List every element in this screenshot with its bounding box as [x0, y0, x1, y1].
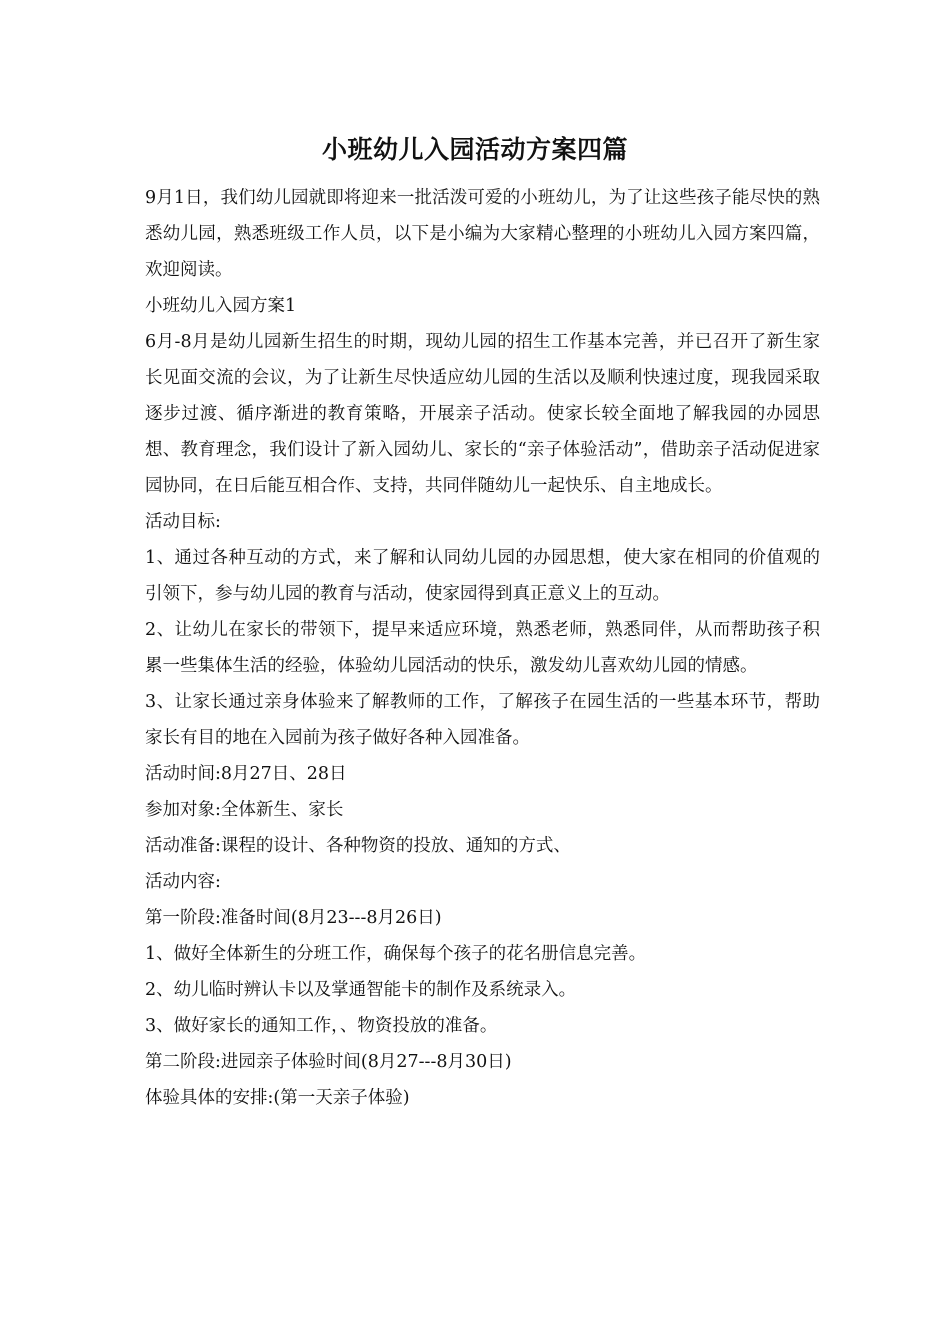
document-title: 小班幼儿入园活动方案四篇: [321, 135, 628, 164]
paragraph-goal-2: 2、让幼儿在家长的带领下，提早来适应环境，熟悉老师，熟悉同伴，从而帮助孩子积累一些集体生活的经验，体验幼儿园活动的快乐，激发幼儿喜欢幼儿园的情感。: [145, 620, 820, 676]
paragraph-activity-time: 活动时间:8月27日、28日: [145, 764, 347, 784]
paragraph-background: 6月-8月是幼儿园新生招生的时期，现幼儿园的招生工作基本完善，并已召开了新生家长见面交流的会议，为了让新生尽快适应幼儿园的生活以及顺利快速过度，现我园采取逐步过渡、循序渐进的教育策略，开展亲子活动。使家长较全面地了解我园的办园思想、教育理念，我们设计了新入园幼儿、家长的“亲子体验活动”，借助亲子活动促进家园协同，在日后能互相合作、支持，共同伴随幼儿一起快乐、自主地成长。: [145, 332, 820, 496]
paragraph-goals-heading: 活动目标:: [145, 512, 221, 532]
paragraph-goal-1: 1、通过各种互动的方式，来了解和认同幼儿园的办园思想，使大家在相同的价值观的引领下，参与幼儿园的教育与活动，使家园得到真正意义上的互动。: [145, 548, 820, 604]
paragraph-stage-1-item-3: 3、做好家长的通知工作，、物资投放的准备。: [145, 1016, 498, 1036]
document-body: [145, 180, 820, 1116]
paragraph-stage-1-item-1: 1、做好全体新生的分班工作，确保每个孩子的花名册信息完善。: [145, 944, 647, 964]
paragraph-preparation: 活动准备:课程的设计、各种物资的投放、通知的方式、: [145, 836, 571, 856]
paragraph-goal-3: 3、让家长通过亲身体验来了解教师的工作，了解孩子在园生活的一些基本环节，帮助家长有目的地在入园前为孩子做好各种入园准备。: [145, 692, 820, 748]
paragraph-schedule: 体验具体的安排:(第一天亲子体验): [145, 1088, 410, 1108]
paragraph-intro: 9月1日，我们幼儿园就即将迎来一批活泼可爱的小班幼儿，为了让这些孩子能尽快的熟悉幼儿园，熟悉班级工作人员，以下是小编为大家精心整理的小班幼儿入园方案四篇，欢迎阅读。: [145, 188, 820, 280]
paragraph-stage-1-item-2: 2、幼儿临时辨认卡以及掌通智能卡的制作及系统录入。: [145, 980, 577, 1000]
paragraph-content-heading: 活动内容:: [145, 872, 221, 892]
paragraph-stage-1: 第一阶段:准备时间(8月23---8月26日): [145, 908, 442, 928]
paragraph-participants: 参加对象:全体新生、家长: [145, 800, 344, 820]
paragraph-stage-2: 第二阶段:进园亲子体验时间(8月27---8月30日): [145, 1052, 512, 1072]
paragraph-heading-plan-1: 小班幼儿入园方案1: [145, 296, 297, 316]
